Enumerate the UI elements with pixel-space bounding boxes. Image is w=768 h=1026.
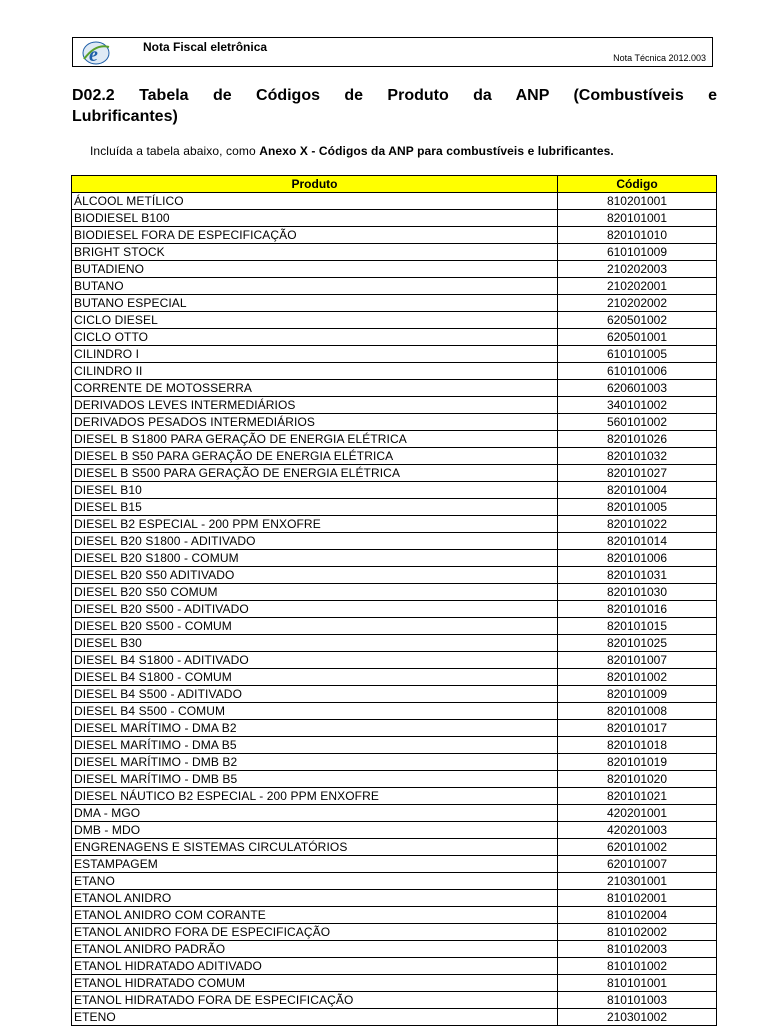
product-code-cell: 820101015 <box>558 618 717 635</box>
intro-prefix: Incluída a tabela abaixo, como <box>90 144 260 158</box>
section-title-line1: D02.2 Tabela de Códigos de Produto da ANP (Combustíveis e <box>72 87 717 104</box>
table-row <box>72 890 717 907</box>
product-name-cell: CICLO DIESEL <box>72 312 558 329</box>
product-code-cell: 610101006 <box>558 363 717 380</box>
table-row <box>72 669 717 686</box>
product-code-cell: 810102001 <box>558 890 717 907</box>
header-title: Nota Fiscal eletrônica <box>143 40 268 54</box>
product-code-cell: 820101006 <box>558 550 717 567</box>
table-row <box>72 397 717 414</box>
product-name-cell: DIESEL B20 S500 - ADITIVADO <box>72 601 558 618</box>
table-row <box>72 414 717 431</box>
product-code-cell: 820101026 <box>558 431 717 448</box>
nfe-logo-icon <box>81 39 111 66</box>
product-name-cell: DIESEL B20 S50 COMUM <box>72 584 558 601</box>
product-name-cell: DIESEL MARÍTIMO - DMA B5 <box>72 737 558 754</box>
table-row <box>72 312 717 329</box>
product-name-cell: DIESEL NÁUTICO B2 ESPECIAL - 200 PPM ENXOFRE <box>72 788 558 805</box>
table-row <box>72 516 717 533</box>
table-row <box>72 329 717 346</box>
table-row <box>72 975 717 992</box>
table-row <box>72 499 717 516</box>
product-code-cell: 820101014 <box>558 533 717 550</box>
table-row <box>72 941 717 958</box>
product-name-cell: DIESEL B S1800 PARA GERAÇÃO DE ENERGIA ELÉTRICA <box>72 431 558 448</box>
product-name-cell: ETANOL ANIDRO FORA DE ESPECIFICAÇÃO <box>72 924 558 941</box>
product-code-cell: 340101002 <box>558 397 717 414</box>
intro-text <box>90 144 614 158</box>
product-name-cell: DIESEL B10 <box>72 482 558 499</box>
product-name-cell: DIESEL B20 S1800 - ADITIVADO <box>72 533 558 550</box>
product-code-cell: 820101019 <box>558 754 717 771</box>
product-name-cell: DERIVADOS LEVES INTERMEDIÁRIOS <box>72 397 558 414</box>
table-row <box>72 771 717 788</box>
product-code-cell: 820101009 <box>558 686 717 703</box>
header-reference: Nota Técnica 2012.003 <box>613 53 706 63</box>
product-name-cell: DIESEL B20 S1800 - COMUM <box>72 550 558 567</box>
product-code-cell: 620101002 <box>558 839 717 856</box>
table-row <box>72 992 717 1009</box>
product-name-cell: DIESEL MARÍTIMO - DMB B2 <box>72 754 558 771</box>
product-name-cell: ETANOL HIDRATADO ADITIVADO <box>72 958 558 975</box>
product-code-cell: 810101003 <box>558 992 717 1009</box>
product-name-cell: BUTADIENO <box>72 261 558 278</box>
product-code-cell: 810102003 <box>558 941 717 958</box>
product-name-cell: ETANOL ANIDRO PADRÃO <box>72 941 558 958</box>
product-code-cell: 810102002 <box>558 924 717 941</box>
table-row <box>72 363 717 380</box>
table-row <box>72 788 717 805</box>
product-code-cell: 420201003 <box>558 822 717 839</box>
section-title-line2: Lubrificantes) <box>72 108 178 125</box>
product-code-cell: 210301001 <box>558 873 717 890</box>
table-row <box>72 193 717 210</box>
table-row <box>72 720 717 737</box>
product-name-cell: BUTANO <box>72 278 558 295</box>
product-name-cell: DIESEL B2 ESPECIAL - 200 PPM ENXOFRE <box>72 516 558 533</box>
table-row <box>72 924 717 941</box>
table-row <box>72 805 717 822</box>
table-row <box>72 482 717 499</box>
product-code-cell: 610101009 <box>558 244 717 261</box>
table-row <box>72 1009 717 1026</box>
table-row <box>72 618 717 635</box>
column-header-code: Código <box>558 176 717 193</box>
product-code-cell: 810101002 <box>558 958 717 975</box>
product-code-cell: 810201001 <box>558 193 717 210</box>
table-body <box>72 193 717 1026</box>
table-row <box>72 635 717 652</box>
table-row <box>72 754 717 771</box>
product-code-cell: 620501002 <box>558 312 717 329</box>
product-name-cell: DIESEL B20 S500 - COMUM <box>72 618 558 635</box>
product-code-cell: 820101022 <box>558 516 717 533</box>
product-code-cell: 610101005 <box>558 346 717 363</box>
table-row <box>72 839 717 856</box>
product-name-cell: DIESEL MARÍTIMO - DMB B5 <box>72 771 558 788</box>
logo-letter: e <box>89 44 98 66</box>
product-name-cell: CICLO OTTO <box>72 329 558 346</box>
product-code-cell: 210202003 <box>558 261 717 278</box>
product-name-cell: DIESEL MARÍTIMO - DMA B2 <box>72 720 558 737</box>
product-code-cell: 820101018 <box>558 737 717 754</box>
product-name-cell: DIESEL B15 <box>72 499 558 516</box>
product-code-cell: 210202002 <box>558 295 717 312</box>
product-code-cell: 820101021 <box>558 788 717 805</box>
table-row <box>72 652 717 669</box>
product-name-cell: DIESEL B30 <box>72 635 558 652</box>
section-title <box>72 85 717 127</box>
product-code-cell: 620601003 <box>558 380 717 397</box>
product-name-cell: DIESEL B S50 PARA GERAÇÃO DE ENERGIA ELÉTRICA <box>72 448 558 465</box>
column-header-product: Produto <box>72 176 558 193</box>
product-code-cell: 820101020 <box>558 771 717 788</box>
intro-annex: Anexo X - Códigos da ANP para combustíveis e lubrificantes. <box>259 144 614 158</box>
table-row <box>72 737 717 754</box>
product-name-cell: BUTANO ESPECIAL <box>72 295 558 312</box>
table-row <box>72 448 717 465</box>
product-name-cell: ÁLCOOL METÍLICO <box>72 193 558 210</box>
product-name-cell: ETANOL ANIDRO COM CORANTE <box>72 907 558 924</box>
product-name-cell: DIESEL B4 S500 - ADITIVADO <box>72 686 558 703</box>
table-row <box>72 873 717 890</box>
product-code-cell: 820101025 <box>558 635 717 652</box>
product-code-cell: 820101008 <box>558 703 717 720</box>
product-code-cell: 620101007 <box>558 856 717 873</box>
product-code-cell: 820101017 <box>558 720 717 737</box>
product-name-cell: DIESEL B4 S1800 - ADITIVADO <box>72 652 558 669</box>
product-name-cell: ETANOL HIDRATADO FORA DE ESPECIFICAÇÃO <box>72 992 558 1009</box>
table-row <box>72 244 717 261</box>
product-name-cell: DMA - MGO <box>72 805 558 822</box>
table-row <box>72 601 717 618</box>
product-code-cell: 820101010 <box>558 227 717 244</box>
product-name-cell: ETANOL ANIDRO <box>72 890 558 907</box>
product-code-cell: 820101001 <box>558 210 717 227</box>
table-row <box>72 856 717 873</box>
product-name-cell: BRIGHT STOCK <box>72 244 558 261</box>
product-name-cell: BIODIESEL B100 <box>72 210 558 227</box>
table-row <box>72 584 717 601</box>
product-name-cell: BIODIESEL FORA DE ESPECIFICAÇÃO <box>72 227 558 244</box>
product-code-cell: 560101002 <box>558 414 717 431</box>
product-code-cell: 820101027 <box>558 465 717 482</box>
table-row <box>72 822 717 839</box>
product-code-cell: 820101005 <box>558 499 717 516</box>
table-row <box>72 567 717 584</box>
product-name-cell: ENGRENAGENS E SISTEMAS CIRCULATÓRIOS <box>72 839 558 856</box>
table-row <box>72 465 717 482</box>
product-name-cell: ETENO <box>72 1009 558 1026</box>
table-row <box>72 380 717 397</box>
anp-codes-table <box>71 175 717 1026</box>
table-row <box>72 295 717 312</box>
product-code-cell: 210301002 <box>558 1009 717 1026</box>
product-name-cell: DIESEL B4 S500 - COMUM <box>72 703 558 720</box>
product-code-cell: 820101030 <box>558 584 717 601</box>
table-row <box>72 686 717 703</box>
product-code-cell: 620501001 <box>558 329 717 346</box>
product-code-cell: 420201001 <box>558 805 717 822</box>
table-row <box>72 278 717 295</box>
table-row <box>72 958 717 975</box>
product-name-cell: DIESEL B S500 PARA GERAÇÃO DE ENERGIA ELÉTRICA <box>72 465 558 482</box>
table-row <box>72 431 717 448</box>
table-row <box>72 533 717 550</box>
table-row <box>72 210 717 227</box>
product-name-cell: CORRENTE DE MOTOSSERRA <box>72 380 558 397</box>
product-code-cell: 820101031 <box>558 567 717 584</box>
product-name-cell: ETANOL HIDRATADO COMUM <box>72 975 558 992</box>
table-row <box>72 346 717 363</box>
product-name-cell: DMB - MDO <box>72 822 558 839</box>
product-name-cell: DIESEL B20 S50 ADITIVADO <box>72 567 558 584</box>
table-row <box>72 550 717 567</box>
product-code-cell: 820101004 <box>558 482 717 499</box>
table-row <box>72 907 717 924</box>
product-code-cell: 820101007 <box>558 652 717 669</box>
product-name-cell: CILINDRO II <box>72 363 558 380</box>
product-name-cell: ETANO <box>72 873 558 890</box>
table-row <box>72 261 717 278</box>
product-code-cell: 810102004 <box>558 907 717 924</box>
table-header-row <box>72 176 717 193</box>
product-code-cell: 820101032 <box>558 448 717 465</box>
product-name-cell: CILINDRO I <box>72 346 558 363</box>
product-name-cell: DIESEL B4 S1800 - COMUM <box>72 669 558 686</box>
product-name-cell: DERIVADOS PESADOS INTERMEDIÁRIOS <box>72 414 558 431</box>
product-code-cell: 810101001 <box>558 975 717 992</box>
page-header <box>72 37 713 67</box>
product-code-cell: 820101016 <box>558 601 717 618</box>
table-row <box>72 703 717 720</box>
product-code-cell: 820101002 <box>558 669 717 686</box>
table-row <box>72 227 717 244</box>
product-name-cell: ESTAMPAGEM <box>72 856 558 873</box>
product-code-cell: 210202001 <box>558 278 717 295</box>
